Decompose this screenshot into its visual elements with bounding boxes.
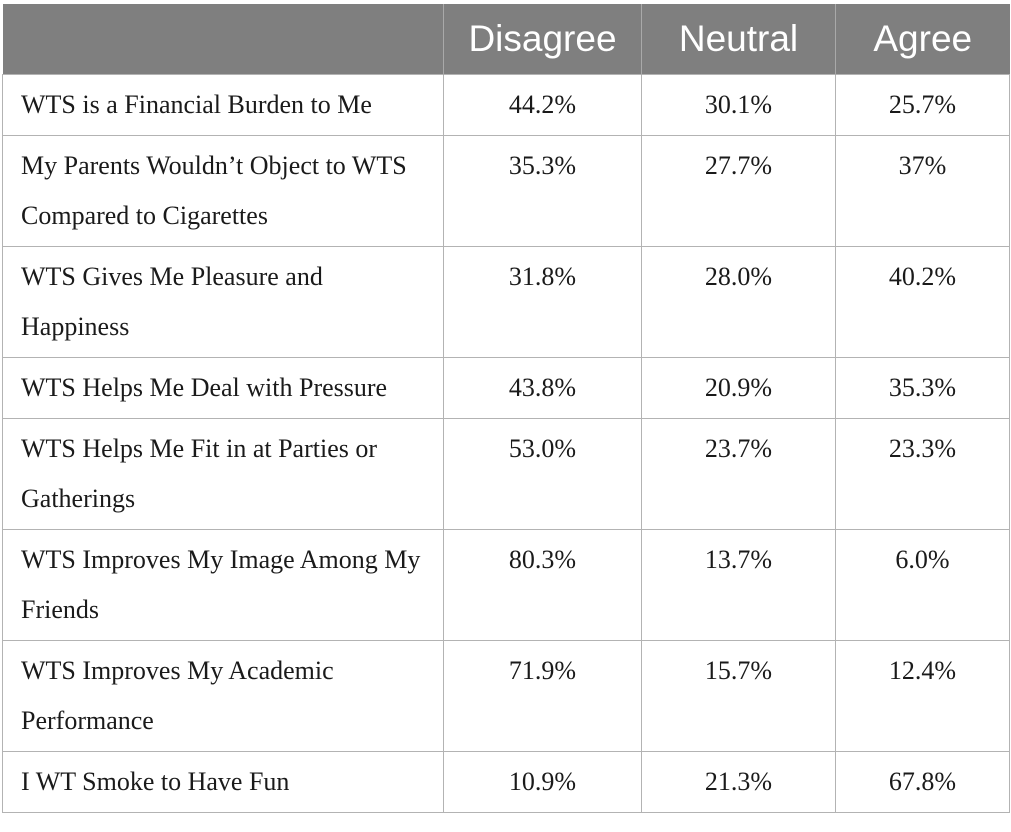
table-row xyxy=(3,529,1010,640)
cell-agree: 25.7% xyxy=(836,74,1010,135)
row-label: WTS Helps Me Fit in at Parties or Gatherings xyxy=(3,418,444,529)
header-agree: Agree xyxy=(836,4,1010,74)
cell-agree: 67.8% xyxy=(836,751,1010,812)
cell-disagree: 10.9% xyxy=(444,751,642,812)
table-row xyxy=(3,357,1010,418)
cell-disagree: 31.8% xyxy=(444,246,642,357)
table-row xyxy=(3,74,1010,135)
cell-neutral: 15.7% xyxy=(642,640,836,751)
table-row xyxy=(3,246,1010,357)
cell-neutral: 27.7% xyxy=(642,135,836,246)
cell-disagree: 80.3% xyxy=(444,529,642,640)
cell-neutral: 21.3% xyxy=(642,751,836,812)
cell-agree: 35.3% xyxy=(836,357,1010,418)
cell-disagree: 53.0% xyxy=(444,418,642,529)
header-disagree: Disagree xyxy=(444,4,642,74)
cell-neutral: 23.7% xyxy=(642,418,836,529)
survey-table xyxy=(2,4,1010,813)
cell-disagree: 71.9% xyxy=(444,640,642,751)
row-label: WTS Helps Me Deal with Pressure xyxy=(3,357,444,418)
table-row xyxy=(3,640,1010,751)
header-empty-cell xyxy=(3,4,444,74)
row-label: WTS Improves My Image Among My Friends xyxy=(3,529,444,640)
row-label: WTS is a Financial Burden to Me xyxy=(3,74,444,135)
row-label: My Parents Wouldn’t Object to WTS Compared to Cigarettes xyxy=(3,135,444,246)
cell-agree: 23.3% xyxy=(836,418,1010,529)
cell-disagree: 35.3% xyxy=(444,135,642,246)
row-label: WTS Gives Me Pleasure and Happiness xyxy=(3,246,444,357)
table-row xyxy=(3,135,1010,246)
cell-neutral: 28.0% xyxy=(642,246,836,357)
cell-agree: 6.0% xyxy=(836,529,1010,640)
row-label: WTS Improves My Academic Performance xyxy=(3,640,444,751)
table-row xyxy=(3,751,1010,812)
header-neutral: Neutral xyxy=(642,4,836,74)
cell-disagree: 44.2% xyxy=(444,74,642,135)
table-row xyxy=(3,418,1010,529)
cell-neutral: 30.1% xyxy=(642,74,836,135)
row-label: I WT Smoke to Have Fun xyxy=(3,751,444,812)
cell-agree: 40.2% xyxy=(836,246,1010,357)
cell-neutral: 20.9% xyxy=(642,357,836,418)
cell-disagree: 43.8% xyxy=(444,357,642,418)
cell-agree: 12.4% xyxy=(836,640,1010,751)
table-body xyxy=(3,74,1010,812)
cell-neutral: 13.7% xyxy=(642,529,836,640)
table-header xyxy=(3,4,1010,74)
cell-agree: 37% xyxy=(836,135,1010,246)
header-row xyxy=(3,4,1010,74)
